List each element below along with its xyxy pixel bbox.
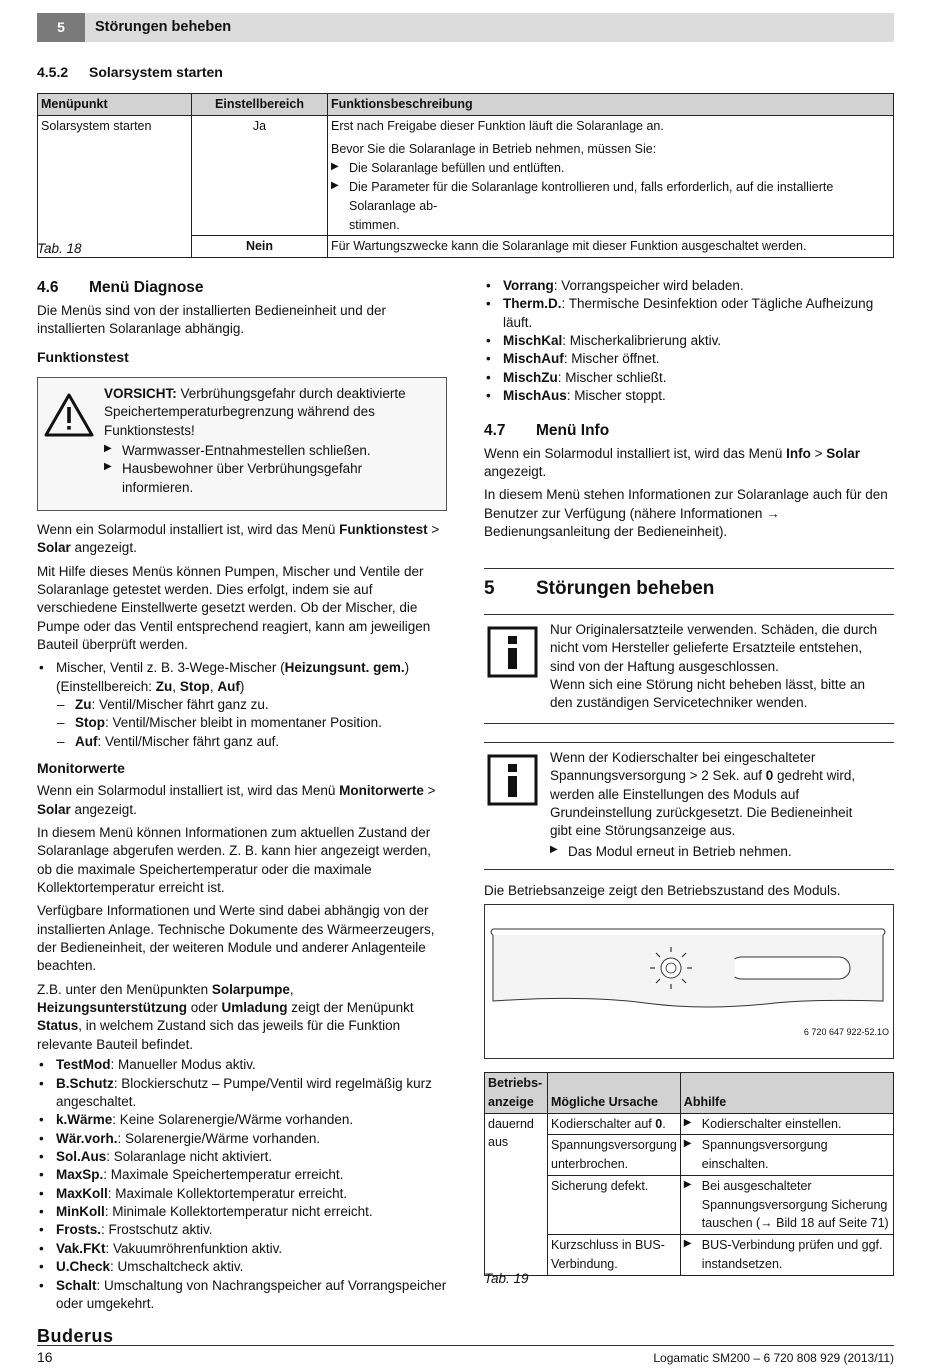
- dash-item-zu: – Zu: Ventil/Mischer fährt ganz zu.: [37, 696, 447, 714]
- table-cell-fix: ▶ Kodierschalter einstellen.: [680, 1113, 893, 1135]
- table-cell-state: dauernd aus: [485, 1113, 548, 1275]
- section-heading-4-5-2: 4.5.2 Solarsystem starten: [37, 64, 223, 80]
- table-cell-cause: Sicherung defekt.: [548, 1175, 681, 1234]
- monitorwerte-p1: Wenn ein Solarmodul installiert ist, wird das Menü Monitorwerte > Solar angezeigt.: [37, 783, 436, 817]
- funktionstest-p2: Mit Hilfe dieses Menüs können Pumpen, Mischer und Ventile der Solaranlage getestet werden. Dies erfolgt, indem sie auf verschiedene Einstellwerte gesetzt werden. Ob der Mischer, die Pumpe oder das Ventil entsprechend reagiert, kann am jeweiligen Bauteil überprüft werden.: [37, 563, 431, 652]
- section-heading-5: 5 Störungen beheben: [484, 578, 715, 599]
- info-text-2: Wenn der Kodierschalter bei eingeschalteter Spannungsversorgung > 2 Sek. auf 0 gedreht wird, werden alle Einstellungen des Moduls auf Grundeinstellung zurückgesetzt. Die Bedieneinheit gibt eine Störungsanzeige aus.: [550, 750, 856, 839]
- dash-item-auf: – Auf: Ventil/Mischer fährt ganz auf.: [37, 733, 447, 751]
- right-column: [484, 277, 894, 546]
- info-step: ▶ Das Modul erneut in Betrieb nehmen.: [550, 843, 870, 861]
- table-cell-fix: ▶ Spannungsversorgung einschalten.: [680, 1135, 893, 1176]
- monitorwerte-p4: Z.B. unter den Menüpunkten Solarpumpe, Heizungsunterstützung oder Umladung zeigt der Menüpunkt Status, in welchem Zustand sich das jeweils für die Funktion relevante Bauteil befindet.: [37, 981, 414, 1052]
- status-item: • Schalt: Umschaltung von Nachrangspeicher auf Vorrangspeicher oder umgekehrt.: [37, 1277, 447, 1314]
- table-cell-cause: Kodierschalter auf 0.: [548, 1113, 681, 1135]
- info-text-1b: Wenn sich eine Störung nicht beheben lässt, bitte an den zuständigen Servicetechniker wenden.: [550, 677, 865, 711]
- status-item: • MischAus: Mischer stoppt.: [484, 387, 894, 405]
- funktionstest-p1: Wenn ein Solarmodul installiert ist, wird das Menü Funktionstest > Solar angezeigt.: [37, 521, 440, 556]
- table-cell-fix: ▶ BUS-Verbindung prüfen und ggf. instandsetzen.: [680, 1235, 893, 1276]
- page-number: 16: [37, 1349, 53, 1365]
- monitorwerte-p3: Verfügbare Informationen und Werte sind dabei abhängig von der installierten Anlage. Technische Dokumente des Wärmeerzeugers, der Bedieneinheit, der weiteren Module und anderer Anlagenteile beachten.: [37, 903, 435, 974]
- table-header: Betriebs- anzeige: [485, 1073, 548, 1114]
- status-item: • MinKoll: Minimale Kollektortemperatur nicht erreicht.: [37, 1203, 447, 1221]
- betrieb-intro: Die Betriebsanzeige zeigt den Betriebszustand des Moduls.: [484, 883, 841, 898]
- section-heading-4-7: 4.7 Menü Info: [484, 421, 610, 439]
- status-item: • Wär.vorh.: Solarenergie/Wärme vorhanden.: [37, 1130, 447, 1148]
- info-p1: Wenn ein Solarmodul installiert ist, wird das Menü Info > Solar angezeigt.: [484, 445, 861, 479]
- status-list: [37, 1056, 447, 1313]
- status-item: • MischAuf: Mischer öffnet.: [484, 350, 894, 368]
- chapter-number: 5: [37, 13, 85, 42]
- document-id: Logamatic SM200 – 6 720 808 929 (2013/11): [653, 1351, 894, 1365]
- status-item: • Therm.D.: Thermische Desinfektion oder Tägliche Aufheizung läuft.: [484, 295, 894, 332]
- status-item: • MischZu: Mischer schließt.: [484, 369, 894, 387]
- status-item: • TestMod: Manueller Modus aktiv.: [37, 1056, 447, 1074]
- info-p2: In diesem Menü stehen Informationen zur Solaranlage auch für den Benutzer zur Verfügung (nähere Informationen → Bedienungsanleitung der Bedieneinheit).: [484, 487, 888, 540]
- table-betriebsanzeige: [484, 1072, 894, 1276]
- table-header: Funktionsbeschreibung: [328, 94, 894, 116]
- warning-triangle-icon: [43, 392, 95, 438]
- status-item: • MischKal: Mischerkalibrierung aktiv.: [484, 332, 894, 350]
- status-item: • U.Check: Umschaltcheck aktiv.: [37, 1258, 447, 1276]
- status-item: • Frosts.: Frostschutz aktiv.: [37, 1221, 447, 1239]
- table-cell-fix: ▶ Bei ausgeschalteter Spannungsversorgung Sicherung tauschen (→ Bild 18 auf Seite 71): [680, 1175, 893, 1234]
- status-item: • k.Wärme: Keine Solarenergie/Wärme vorhanden.: [37, 1111, 447, 1129]
- chapter-header: [37, 13, 894, 42]
- table-caption: Tab. 18: [37, 241, 82, 256]
- brand-logo: Buderus: [37, 1326, 114, 1346]
- dash-item-stop: – Stop: Ventil/Mischer bleibt in momentaner Position.: [37, 714, 447, 732]
- status-item: • MaxKoll: Maximale Kollektortemperatur erreicht.: [37, 1185, 447, 1203]
- diagnose-intro: Die Menüs sind von der installierten Bedieneinheit und der installierten Solaranlage abhängig.: [37, 303, 386, 337]
- table-header: Menüpunkt: [38, 94, 192, 116]
- status-item: • Vorrang: Vorrangspeicher wird beladen.: [484, 277, 894, 295]
- section-heading-4-6: 4.6 Menü Diagnose: [37, 279, 204, 296]
- monitorwerte-heading: Monitorwerte: [37, 760, 125, 777]
- left-column: [37, 277, 447, 1313]
- status-item: • MaxSp.: Maximale Speichertemperatur erreicht.: [37, 1166, 447, 1184]
- footer-rule: [37, 1345, 894, 1346]
- chapter-title: Störungen beheben: [95, 19, 232, 35]
- table-header: Abhilfe: [680, 1073, 893, 1114]
- info-text-1: Nur Originalersatzteile verwenden. Schäden, die durch nicht vom Hersteller gelieferte Ersatzteile entstehen, sind von der Haftung ausgeschlossen.: [550, 622, 878, 674]
- table-caption: Tab. 19: [484, 1271, 529, 1286]
- table-solarsystem: [37, 93, 894, 258]
- figure-betriebsanzeige: [484, 904, 894, 1059]
- info-icon: [487, 626, 538, 678]
- chapter-5-rule: [484, 568, 894, 569]
- table-header: Einstellbereich: [192, 94, 328, 116]
- table-header: Mögliche Ursache: [548, 1073, 681, 1114]
- table-cell-cause: Kurzschluss in BUS-Verbindung.: [548, 1235, 681, 1276]
- info-box-2: [484, 742, 894, 870]
- table-cell-nein-desc: Für Wartungszwecke kann die Solaranlage mit dieser Funktion ausgeschaltet werden.: [328, 236, 894, 258]
- figure-code: 6 720 647 922-52.1O: [803, 1026, 889, 1037]
- warning-text: VORSICHT: Verbrühungsgefahr durch deaktivierte Speichertemperaturbegrenzung während des Funktionstests! ▶ Warmwasser-Entnahmestellen schließen. ▶ Hausbewohner über Verbrühungsgefahr informieren.: [104, 385, 414, 497]
- info-box-1: [484, 614, 894, 724]
- table-cell-nein: Nein: [192, 236, 328, 258]
- status-item: • B.Schutz: Blockierschutz – Pumpe/Ventil wird regelmäßig kurz angeschaltet.: [37, 1075, 447, 1112]
- table-cell-cause: Spannungsversorgung unterbrochen.: [548, 1135, 681, 1176]
- table-cell-ja-desc: Erst nach Freigabe dieser Funktion läuft die Solaranlage an. Bevor Sie die Solaranlage in Betrieb nehmen, müssen Sie: ▶ Die Solaranlage befüllen und entlüften. ▶ Die Parameter für die Solaranlage kontrollieren und, falls erforderlich, auf die installierte Solaranlage ab- stimmen.: [328, 115, 894, 236]
- warning-box: [37, 377, 447, 511]
- status-item: • Vak.FKt: Vakuumröhrenfunktion aktiv.: [37, 1240, 447, 1258]
- info-icon: [487, 754, 538, 806]
- table-cell-menu: Solarsystem starten: [38, 115, 192, 257]
- monitorwerte-p2: In diesem Menü können Informationen zum aktuellen Zustand der Solaranlage abgerufen werden. Z. B. kann hier angezeigt werden, ob die maximale Speichertemperatur oder die maximale Kollektortemperatur erreicht ist.: [37, 824, 432, 895]
- status-list-continued: [484, 277, 894, 406]
- table-cell-ja: Ja: [192, 115, 328, 236]
- funktionstest-bullet: • Mischer, Ventil z. B. 3-Wege-Mischer (Heizungsunt. gem.) (Einstellbereich: Zu, Stop, Auf): [37, 659, 447, 696]
- funktionstest-heading: Funktionstest: [37, 348, 129, 365]
- status-item: • Sol.Aus: Solaranlage nicht aktiviert.: [37, 1148, 447, 1166]
